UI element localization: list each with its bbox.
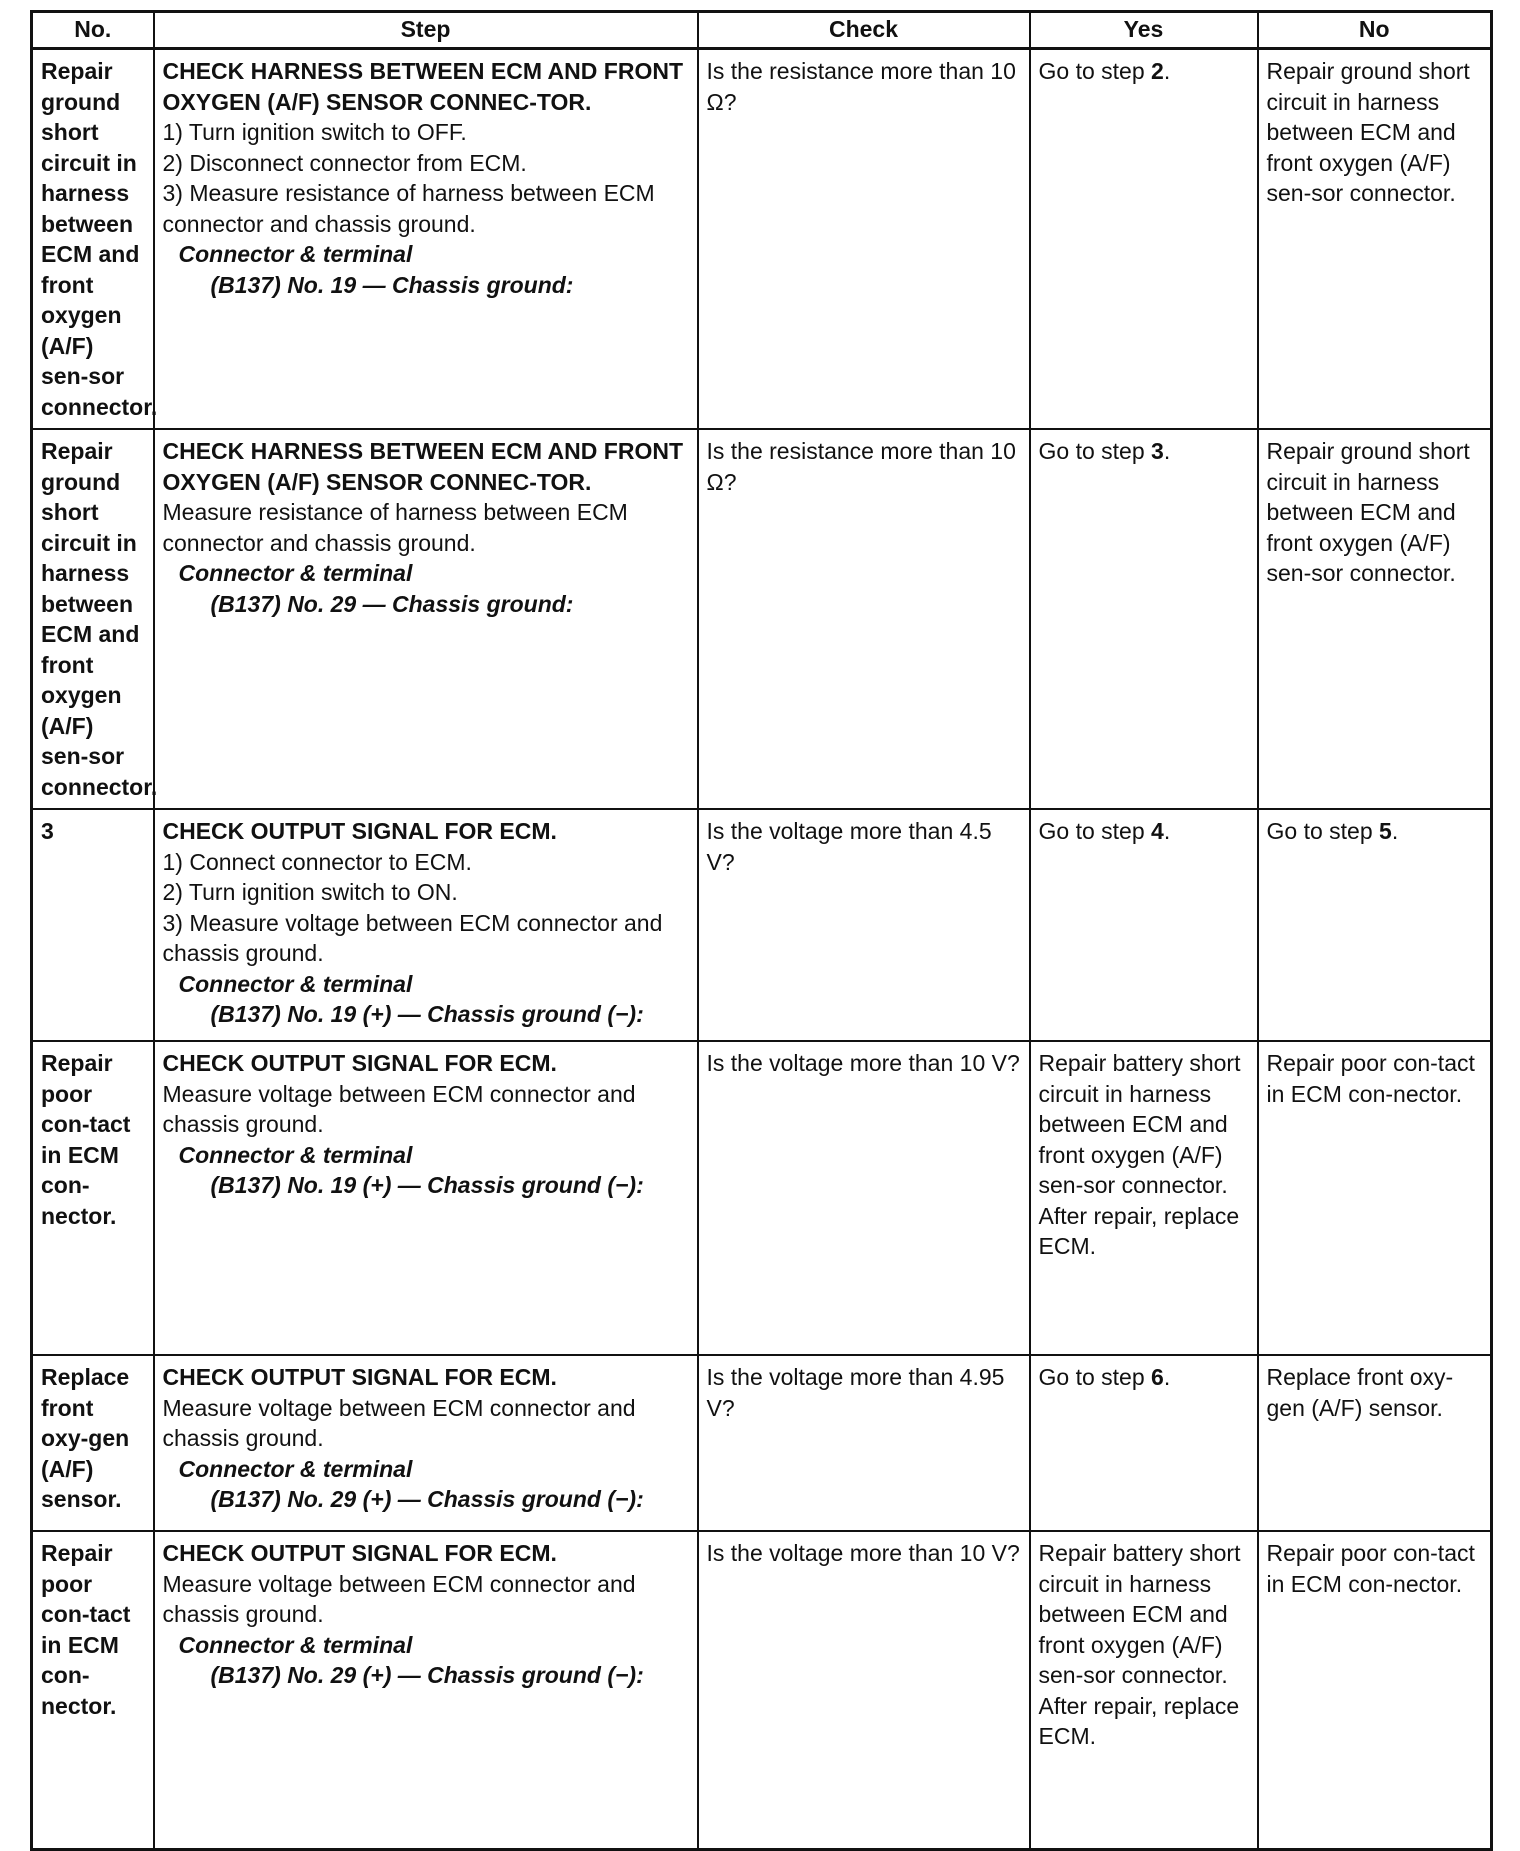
- no-cell: Repair poor con-tact in ECM con-nector.: [1258, 1041, 1492, 1355]
- yes-text: Go to step: [1038, 1364, 1152, 1390]
- no-cell: Repair ground short circuit in harness between ECM and front oxygen (A/F) sen-sor connector.: [1258, 49, 1492, 430]
- step-cell: [154, 1041, 698, 1355]
- no-cell: [1258, 809, 1492, 1041]
- step-number: Repair poor con-tact in ECM con-nector.: [32, 1041, 154, 1355]
- step-cell: [154, 809, 698, 1041]
- step-number: Repair ground short circuit in harness between ECM and front oxygen (A/F) sen-sor connector.: [32, 49, 154, 430]
- yes-text: Go to step: [1038, 818, 1152, 844]
- step-title: CHECK OUTPUT SIGNAL FOR ECM.: [162, 1050, 557, 1076]
- check-cell: Is the voltage more than 10 V?: [698, 1531, 1030, 1849]
- header-no-column: No: [1258, 12, 1492, 49]
- yes-suffix: .: [1163, 58, 1171, 84]
- connector-terminal: (B137) No. 29 (+) — Chassis ground (−):: [210, 1662, 644, 1688]
- step-title: CHECK HARNESS BETWEEN ECM AND FRONT OXYGEN (A/F) SENSOR CONNEC-TOR.: [162, 438, 683, 495]
- step-cell: [154, 1355, 698, 1531]
- yes-cell: [1030, 429, 1258, 809]
- connector-label: Connector & terminal: [178, 1631, 413, 1658]
- check-cell: Is the voltage more than 4.5 V?: [698, 809, 1030, 1041]
- check-cell: Is the resistance more than 10 Ω?: [698, 49, 1030, 430]
- step-cell: [154, 429, 698, 809]
- connector-label: Connector & terminal: [178, 1141, 413, 1168]
- table-row: [32, 429, 1492, 809]
- diagnostic-procedure-table: [30, 10, 1493, 1851]
- yes-cell: [1030, 49, 1258, 430]
- step-title: CHECK OUTPUT SIGNAL FOR ECM.: [162, 1364, 557, 1390]
- yes-text: Go to step: [1038, 58, 1152, 84]
- connector-terminal: (B137) No. 29 — Chassis ground:: [210, 590, 574, 617]
- step-title: CHECK HARNESS BETWEEN ECM AND FRONT OXYGEN (A/F) SENSOR CONNEC-TOR.: [162, 58, 683, 115]
- step-instruction: Measure resistance of harness between ECM connector and chassis ground.: [162, 499, 628, 556]
- step-title: CHECK OUTPUT SIGNAL FOR ECM.: [162, 818, 557, 844]
- step-instruction: 3) Measure voltage between ECM connector and chassis ground.: [162, 909, 663, 966]
- check-cell: Is the voltage more than 4.95 V?: [698, 1355, 1030, 1531]
- no-text: Go to step: [1266, 818, 1380, 844]
- yes-step-ref: 2: [1151, 58, 1164, 84]
- connector-label: Connector & terminal: [178, 970, 413, 997]
- step-cell: [154, 1531, 698, 1849]
- header-yes: Yes: [1030, 12, 1258, 49]
- connector-terminal: (B137) No. 19 — Chassis ground:: [210, 271, 574, 298]
- no-cell: Repair ground short circuit in harness between ECM and front oxygen (A/F) sen-sor connector.: [1258, 429, 1492, 809]
- no-cell: Replace front oxy-gen (A/F) sensor.: [1258, 1355, 1492, 1531]
- step-instruction: 2) Disconnect connector from ECM.: [162, 149, 527, 176]
- step-title: CHECK OUTPUT SIGNAL FOR ECM.: [162, 1540, 557, 1566]
- no-cell: Repair poor con-tact in ECM con-nector.: [1258, 1531, 1492, 1849]
- step-number: 3: [32, 809, 154, 1041]
- connector-label: Connector & terminal: [178, 241, 413, 267]
- yes-cell: [1030, 809, 1258, 1041]
- no-step-ref: 5: [1379, 818, 1392, 844]
- yes-text: Go to step: [1038, 438, 1152, 464]
- step-number: Replace front oxy-gen (A/F) sensor.: [32, 1355, 154, 1531]
- diagnostic-table-sheet: [30, 10, 1490, 1851]
- step-instruction: 3) Measure resistance of harness between ECM connector and chassis ground.: [162, 180, 655, 237]
- step-instruction: 2) Turn ignition switch to ON.: [162, 879, 458, 905]
- connector-terminal: (B137) No. 29 (+) — Chassis ground (−):: [210, 1486, 644, 1512]
- step-cell: [154, 49, 698, 430]
- step-instruction: 1) Connect connector to ECM.: [162, 848, 472, 875]
- yes-cell: Repair battery short circuit in harness between ECM and front oxygen (A/F) sen-sor connector. After repair, replace ECM.: [1030, 1041, 1258, 1355]
- header-check: Check: [698, 12, 1030, 49]
- yes-step-ref: 6: [1151, 1364, 1164, 1390]
- table-row: [32, 1041, 1492, 1355]
- table-row: [32, 809, 1492, 1041]
- yes-suffix: .: [1163, 1364, 1171, 1390]
- header-no: No.: [32, 12, 154, 49]
- no-suffix: .: [1391, 818, 1399, 844]
- connector-label: Connector & terminal: [178, 1455, 413, 1482]
- check-cell: Is the resistance more than 10 Ω?: [698, 429, 1030, 809]
- connector-label: Connector & terminal: [178, 560, 413, 586]
- step-number: Repair poor con-tact in ECM con-nector.: [32, 1531, 154, 1849]
- yes-cell: Repair battery short circuit in harness between ECM and front oxygen (A/F) sen-sor connector. After repair, replace ECM.: [1030, 1531, 1258, 1849]
- yes-suffix: .: [1163, 818, 1171, 844]
- connector-terminal: (B137) No. 19 (+) — Chassis ground (−):: [210, 1001, 644, 1027]
- step-instruction: Measure voltage between ECM connector and chassis ground.: [162, 1080, 636, 1137]
- connector-terminal: (B137) No. 19 (+) — Chassis ground (−):: [210, 1172, 644, 1198]
- table-row: [32, 49, 1492, 430]
- header-row: [32, 12, 1492, 49]
- header-step: Step: [154, 12, 698, 49]
- yes-cell: [1030, 1355, 1258, 1531]
- yes-step-ref: 3: [1151, 438, 1164, 464]
- step-instruction: 1) Turn ignition switch to OFF.: [162, 119, 467, 145]
- table-row: [32, 1531, 1492, 1849]
- yes-suffix: .: [1163, 438, 1171, 464]
- step-number: Repair ground short circuit in harness between ECM and front oxygen (A/F) sen-sor connector.: [32, 429, 154, 809]
- table-row: [32, 1355, 1492, 1531]
- check-cell: Is the voltage more than 10 V?: [698, 1041, 1030, 1355]
- yes-step-ref: 4: [1151, 818, 1164, 844]
- step-instruction: Measure voltage between ECM connector and chassis ground.: [162, 1570, 636, 1627]
- step-instruction: Measure voltage between ECM connector and chassis ground.: [162, 1394, 636, 1451]
